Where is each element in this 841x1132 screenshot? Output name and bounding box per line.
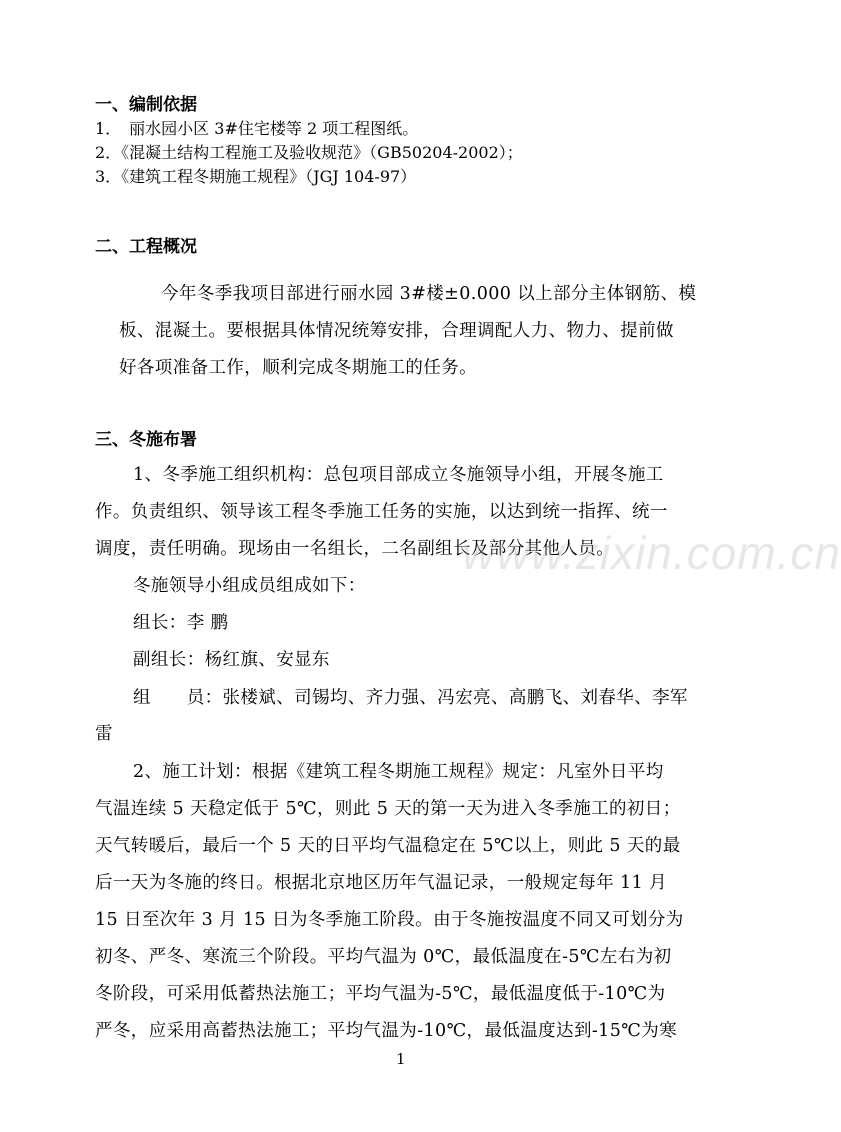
deployment-line-12: 后一天为冬施的终日。根据北京地区历年气温记录，一般规定每年 11 月 (95, 873, 667, 893)
deployment-line-10: 气温连续 5 天稳定低于 5℃，则此 5 天的第一天为进入冬季施工的初日； (95, 799, 681, 819)
basis-item-3: 3．《建筑工程冬期施工规程》（JGJ 104-97） (95, 167, 417, 186)
deployment-line-5: 组长：李 鹏 (133, 613, 229, 633)
page-number: 1 (396, 1050, 406, 1068)
deployment-line-7: 组 员：张楼斌、司锡均、齐力强、冯宏亮、高鹏飞、刘春华、李军 (133, 688, 688, 708)
overview-line-3: 好各项准备工作，顺利完成冬期施工的任务。 (119, 358, 477, 378)
deployment-line-8: 雷 (95, 724, 113, 744)
section-heading-overview: 二、工程概况 (95, 237, 197, 257)
basis-item-2: 2．《混凝土结构工程施工及验收规范》（GB50204-2002）； (95, 143, 523, 162)
deployment-line-9: 2、施工计划：根据《建筑工程冬期施工规程》规定：凡室外日平均 (133, 762, 664, 782)
deployment-line-1: 1、冬季施工组织机构：总包项目部成立冬施领导小组，开展冬施工 (133, 465, 664, 485)
deployment-line-13: 15 日至次年 3 月 15 日为冬季施工阶段。由于冬施按温度不同又可划分为 (95, 910, 684, 930)
deployment-line-2: 作。负责组织、领导该工程冬季施工任务的实施，以达到统一指挥、统一 (95, 502, 668, 522)
section-heading-basis: 一、编制依据 (95, 95, 197, 115)
overview-line-2: 板、混凝土。要根据具体情况统筹安排，合理调配人力、物力、提前做 (119, 321, 674, 341)
deployment-line-4: 冬施领导小组成员组成如下： (133, 576, 366, 596)
deployment-line-14: 初冬、严冬、寒流三个阶段。平均气温为 0℃，最低温度在-5℃左右为初 (95, 947, 672, 967)
deployment-line-15: 冬阶段，可采用低蓄热法施工；平均气温为-5℃，最低温度低于-10℃为 (95, 984, 666, 1004)
watermark: www.zixin.com.cn (462, 527, 841, 579)
overview-line-1: 今年冬季我项目部进行丽水园 3#楼±0.000 以上部分主体钢筋、模 (161, 284, 697, 304)
section-heading-deployment: 三、冬施布署 (95, 430, 197, 450)
deployment-line-11: 天气转暖后，最后一个 5 天的日平均气温稳定在 5℃以上，则此 5 天的最 (95, 836, 681, 856)
deployment-line-6: 副组长：杨红旗、安显东 (133, 650, 330, 670)
basis-item-1: 1． 丽水园小区 3#住宅楼等 2 项工程图纸。 (95, 119, 419, 138)
deployment-line-16: 严冬，应采用高蓄热法施工；平均气温为-10℃，最低温度达到-15℃为寒 (95, 1021, 678, 1041)
deployment-line-3: 调度，责任明确。现场由一名组长，二名副组长及部分其他人员。 (95, 539, 615, 559)
